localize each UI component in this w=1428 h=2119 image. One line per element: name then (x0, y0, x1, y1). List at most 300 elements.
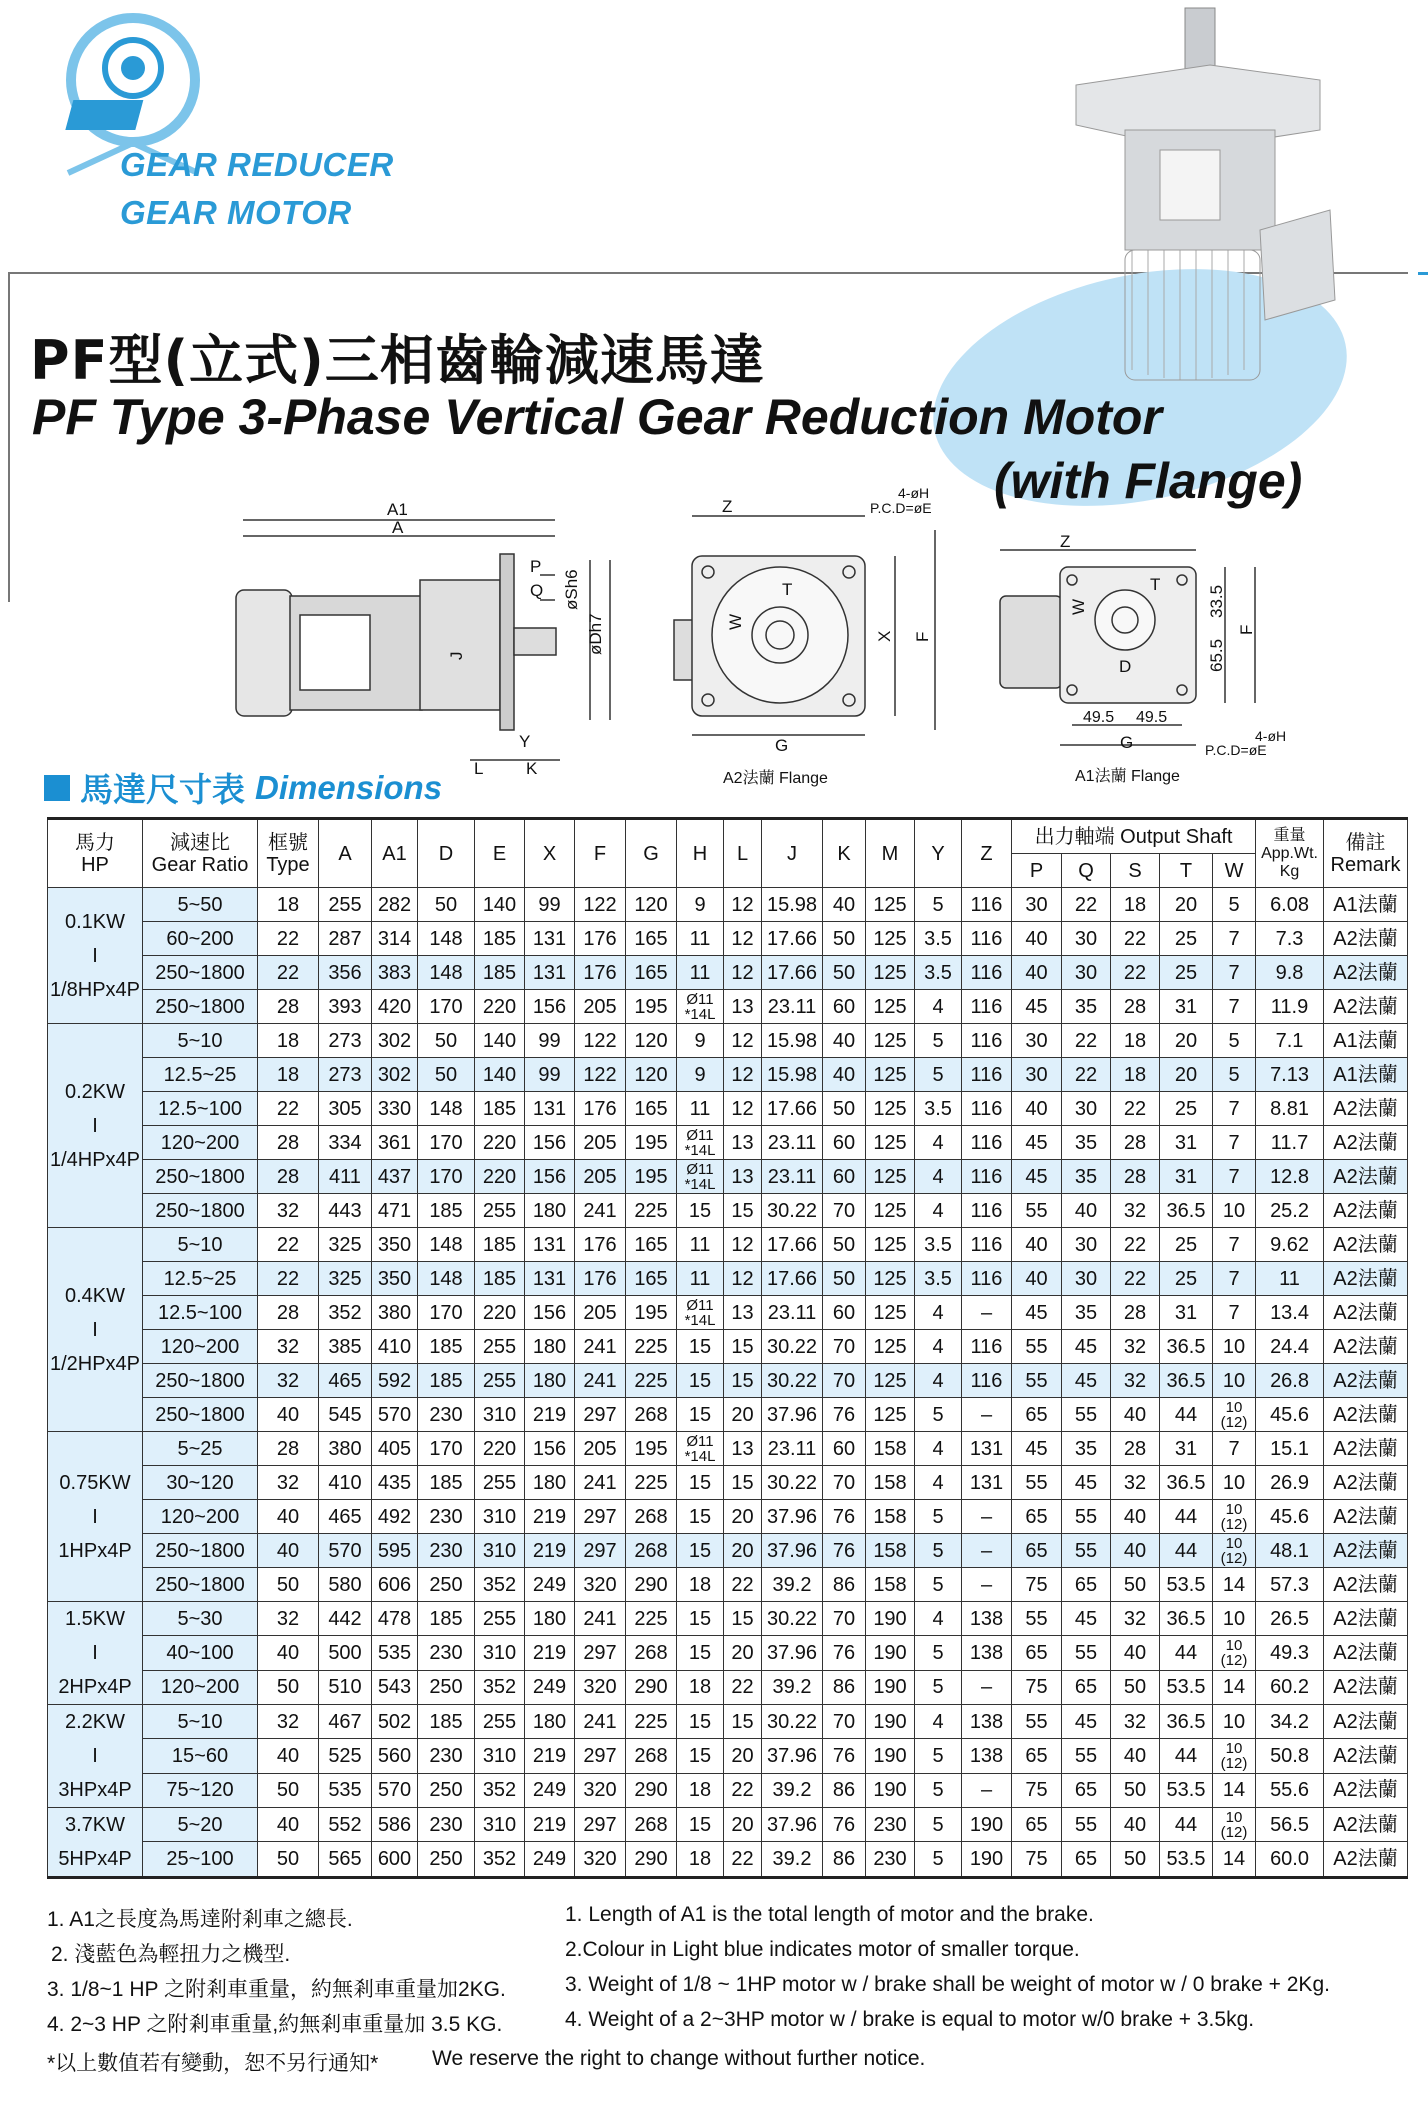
table-row (48, 1126, 1408, 1160)
table-cell: 76 (823, 1398, 866, 1432)
table-cell: 49.3 (1256, 1636, 1324, 1670)
table-cell: 330 (372, 1092, 418, 1126)
table-cell: 18 (677, 1773, 724, 1807)
table-cell: 57.3 (1256, 1568, 1324, 1602)
table-cell: 225 (626, 1364, 677, 1398)
table-cell: 15 (677, 1194, 724, 1228)
table-cell: 249 (525, 1842, 575, 1878)
table-cell: 20 (724, 1534, 762, 1568)
header-remark: 備註 Remark (1324, 819, 1408, 888)
table-cell: 15 (677, 1808, 724, 1842)
table-cell: 352 (475, 1773, 525, 1807)
table-cell: 7.3 (1256, 922, 1324, 956)
table-cell: 50 (823, 922, 866, 956)
table-cell: 15.98 (762, 1024, 823, 1058)
table-cell: 9.8 (1256, 956, 1324, 990)
table-cell: 32 (258, 1364, 319, 1398)
table-cell: 36.5 (1160, 1466, 1213, 1500)
table-cell: 156 (525, 1432, 575, 1466)
gear-ratio-cell: 250~1800 (143, 1534, 258, 1568)
table-cell: 8.81 (1256, 1092, 1324, 1126)
table-cell: 32 (258, 1330, 319, 1364)
hp-cell: 0.2KW I 1/4HPx4P (48, 1024, 143, 1228)
table-cell: 290 (626, 1773, 677, 1807)
table-cell: 320 (575, 1568, 626, 1602)
table-cell: 4 (915, 1296, 962, 1330)
table-cell: 180 (525, 1364, 575, 1398)
table-row (48, 1466, 1408, 1500)
label-j: J (447, 651, 466, 660)
table-cell: 570 (319, 1534, 372, 1568)
table-cell: 28 (258, 990, 319, 1024)
table-cell: A2法蘭 (1324, 1739, 1408, 1773)
table-cell: 5 (915, 1398, 962, 1432)
table-cell: 86 (823, 1568, 866, 1602)
table-cell: 12 (724, 922, 762, 956)
table-cell: 268 (626, 1534, 677, 1568)
table-cell: 190 (866, 1670, 915, 1704)
hp-cell: 0.1KW I 1/8HPx4P (48, 888, 143, 1024)
table-cell: 40 (258, 1739, 319, 1773)
table-cell: 255 (475, 1602, 525, 1636)
table-cell: 10 (12) (1213, 1534, 1256, 1568)
notes (47, 1903, 1427, 2103)
table-cell: 75 (1012, 1670, 1062, 1704)
table-cell: 55.6 (1256, 1773, 1324, 1807)
table-cell: 220 (475, 990, 525, 1024)
table-cell: 50 (823, 1262, 866, 1296)
table-cell: 12 (724, 888, 762, 922)
table-cell: 131 (525, 1092, 575, 1126)
label-sh6: øSh6 (562, 569, 581, 610)
table-cell: 60.2 (1256, 1670, 1324, 1704)
table-cell: – (962, 1568, 1012, 1602)
label-a1: A1 (387, 500, 408, 519)
table-cell: A2法蘭 (1324, 1534, 1408, 1568)
table-cell: 116 (962, 956, 1012, 990)
table-cell: 5 (915, 1842, 962, 1878)
table-cell: 15 (724, 1194, 762, 1228)
table-cell: 165 (626, 1092, 677, 1126)
table-cell: 15 (724, 1364, 762, 1398)
table-cell: 120 (626, 888, 677, 922)
table-cell: 116 (962, 1092, 1012, 1126)
table-cell: 7 (1213, 956, 1256, 990)
table-cell: 190 (866, 1739, 915, 1773)
table-cell: – (962, 1534, 1012, 1568)
header-dim-m: M (866, 819, 915, 888)
table-cell: 410 (319, 1466, 372, 1500)
table-cell: 190 (962, 1842, 1012, 1878)
label-g: G (1120, 733, 1134, 752)
table-cell: 65 (1012, 1534, 1062, 1568)
table-cell: 45 (1062, 1364, 1111, 1398)
table-cell: 225 (626, 1602, 677, 1636)
table-cell: 65 (1012, 1500, 1062, 1534)
table-cell: 12 (724, 1024, 762, 1058)
table-cell: 32 (1111, 1364, 1160, 1398)
table-cell: A2法蘭 (1324, 990, 1408, 1024)
table-cell: 22 (258, 1228, 319, 1262)
table-cell: 125 (866, 990, 915, 1024)
table-cell: 148 (418, 922, 475, 956)
table-cell: 156 (525, 990, 575, 1024)
header-hp: 馬力 HP (48, 819, 143, 888)
table-cell: 45 (1012, 1296, 1062, 1330)
table-cell: 76 (823, 1636, 866, 1670)
hp-cell: 0.75KW I 1HPx4P (48, 1432, 143, 1602)
table-cell: 15 (677, 1602, 724, 1636)
table-cell: 220 (475, 1296, 525, 1330)
table-cell: 122 (575, 1024, 626, 1058)
table-cell: 250 (418, 1568, 475, 1602)
gear-ratio-cell: 250~1800 (143, 1568, 258, 1602)
table-cell: 60 (823, 1432, 866, 1466)
table-cell: 40 (258, 1500, 319, 1534)
table-cell: 302 (372, 1058, 418, 1092)
table-cell: 10 (1213, 1330, 1256, 1364)
table-cell: 125 (866, 1092, 915, 1126)
table-cell: 50 (258, 1670, 319, 1704)
table-cell: 7 (1213, 990, 1256, 1024)
table-cell: A2法蘭 (1324, 1126, 1408, 1160)
table-cell: 55 (1012, 1330, 1062, 1364)
table-cell: 13.4 (1256, 1296, 1324, 1330)
table-cell: 15 (677, 1500, 724, 1534)
table-cell: 31 (1160, 1126, 1213, 1160)
table-cell: 35 (1062, 1296, 1111, 1330)
table-cell: 185 (418, 1194, 475, 1228)
table-cell: 30 (1062, 1228, 1111, 1262)
table-cell: 37.96 (762, 1398, 823, 1432)
hp-cell: 1.5KW I 2HPx4P (48, 1602, 143, 1705)
table-cell: 40 (1111, 1739, 1160, 1773)
table-cell: 116 (962, 990, 1012, 1024)
table-cell: 45 (1012, 1160, 1062, 1194)
gear-ratio-cell: 5~10 (143, 1024, 258, 1058)
table-cell: 185 (418, 1602, 475, 1636)
table-cell: 13 (724, 990, 762, 1024)
table-cell: 4 (915, 1194, 962, 1228)
table-cell: 165 (626, 956, 677, 990)
table-cell: 255 (475, 1705, 525, 1739)
table-cell: 18 (677, 1670, 724, 1704)
table-cell: A2法蘭 (1324, 1568, 1408, 1602)
table-cell: 65 (1062, 1842, 1111, 1878)
table-cell: 467 (319, 1705, 372, 1739)
table-cell: 122 (575, 888, 626, 922)
label-a: A (392, 518, 404, 537)
table-cell: 23.11 (762, 1126, 823, 1160)
table-cell: 30 (1062, 922, 1111, 956)
table-cell: 65 (1012, 1398, 1062, 1432)
table-cell: 165 (626, 922, 677, 956)
table-cell: 205 (575, 990, 626, 1024)
table-cell: 12.8 (1256, 1160, 1324, 1194)
table-cell: 116 (962, 1126, 1012, 1160)
table-cell: 125 (866, 888, 915, 922)
table-cell: 50.8 (1256, 1739, 1324, 1773)
table-cell: 40 (1012, 922, 1062, 956)
header-dim-k: K (823, 819, 866, 888)
table-cell: 7 (1213, 1092, 1256, 1126)
table-cell: 287 (319, 922, 372, 956)
table-cell: 13 (724, 1432, 762, 1466)
label-pcd: P.C.D=øE (1205, 742, 1267, 758)
gear-ratio-cell: 75~120 (143, 1773, 258, 1807)
table-cell: 12 (724, 1058, 762, 1092)
table-cell: 24.4 (1256, 1330, 1324, 1364)
table-cell: 205 (575, 1160, 626, 1194)
table-cell: 75 (1012, 1773, 1062, 1807)
table-cell: 9.62 (1256, 1228, 1324, 1262)
table-cell: 305 (319, 1092, 372, 1126)
table-cell: 220 (475, 1432, 525, 1466)
table-row (48, 1670, 1408, 1704)
table-cell: A2法蘭 (1324, 1808, 1408, 1842)
table-cell: – (962, 1670, 1012, 1704)
table-cell: 4 (915, 1160, 962, 1194)
table-cell: 120 (626, 1058, 677, 1092)
table-cell: 17.66 (762, 1228, 823, 1262)
table-cell: – (962, 1296, 1012, 1330)
table-cell: 37.96 (762, 1534, 823, 1568)
table-cell: 32 (1111, 1466, 1160, 1500)
table-cell: 18 (258, 888, 319, 922)
table-cell: 5 (915, 1739, 962, 1773)
gear-ratio-cell: 5~10 (143, 1228, 258, 1262)
table-cell: 125 (866, 1364, 915, 1398)
table-cell: 297 (575, 1636, 626, 1670)
table-cell: 4 (915, 1705, 962, 1739)
table-row (48, 1024, 1408, 1058)
table-cell: 55 (1062, 1534, 1111, 1568)
table-cell: 290 (626, 1670, 677, 1704)
dimension-drawings (0, 0, 1428, 800)
table-cell: 15 (677, 1466, 724, 1500)
table-cell: 26.5 (1256, 1602, 1324, 1636)
table-row (48, 1432, 1408, 1466)
label-holes: 4-øH (1255, 728, 1287, 744)
table-cell: 23.11 (762, 1160, 823, 1194)
table-cell: 140 (475, 888, 525, 922)
table-cell: 4 (915, 1364, 962, 1398)
table-cell: 185 (475, 1262, 525, 1296)
table-cell: 28 (258, 1126, 319, 1160)
table-cell: Ø11 *14L (677, 1126, 724, 1160)
table-cell: 45 (1062, 1466, 1111, 1500)
table-cell: 50 (418, 888, 475, 922)
label-49-5-right: 49.5 (1136, 709, 1168, 726)
table-cell: 255 (319, 888, 372, 922)
dimensions-table (47, 817, 1408, 1879)
table-cell: 55 (1012, 1602, 1062, 1636)
table-cell: 37.96 (762, 1500, 823, 1534)
table-cell: 7 (1213, 1160, 1256, 1194)
table-cell: 18 (258, 1024, 319, 1058)
label-y: Y (519, 732, 531, 751)
header-ratio: 減速比 Gear Ratio (143, 819, 258, 888)
table-cell: 39.2 (762, 1568, 823, 1602)
table-cell: 39.2 (762, 1670, 823, 1704)
header-shaft-q: Q (1062, 854, 1111, 888)
table-cell: 148 (418, 1262, 475, 1296)
table-cell: 40 (1111, 1500, 1160, 1534)
table-cell: 18 (258, 1058, 319, 1092)
table-cell: 76 (823, 1808, 866, 1842)
table-cell: 15 (724, 1705, 762, 1739)
header-dim-x: X (525, 819, 575, 888)
table-cell: 22 (724, 1773, 762, 1807)
table-cell: 22 (1062, 1058, 1111, 1092)
table-cell: 250 (418, 1842, 475, 1878)
table-cell: 297 (575, 1500, 626, 1534)
table-cell: 125 (866, 1160, 915, 1194)
table-cell: 36.5 (1160, 1194, 1213, 1228)
table-cell: 60.0 (1256, 1842, 1324, 1878)
table-cell: 50 (1111, 1773, 1160, 1807)
table-cell: 190 (866, 1773, 915, 1807)
table-cell: 10 (1213, 1602, 1256, 1636)
table-row (48, 1398, 1408, 1432)
table-cell: 600 (372, 1842, 418, 1878)
table-cell: 241 (575, 1602, 626, 1636)
table-cell: 55 (1062, 1398, 1111, 1432)
table-cell: 586 (372, 1808, 418, 1842)
table-cell: 30.22 (762, 1466, 823, 1500)
table-cell: 30 (1062, 956, 1111, 990)
table-cell: 18 (1111, 888, 1160, 922)
table-cell: 580 (319, 1568, 372, 1602)
table-cell: 525 (319, 1739, 372, 1773)
table-row (48, 1160, 1408, 1194)
table-cell: 32 (258, 1602, 319, 1636)
table-cell: 7 (1213, 1228, 1256, 1262)
table-cell: 492 (372, 1500, 418, 1534)
header-row-1 (48, 819, 1408, 854)
table-cell: 310 (475, 1636, 525, 1670)
table-cell: 170 (418, 990, 475, 1024)
table-cell: 148 (418, 1092, 475, 1126)
table-cell: 15 (677, 1398, 724, 1432)
table-cell: 140 (475, 1058, 525, 1092)
table-cell: 32 (258, 1194, 319, 1228)
table-cell: 205 (575, 1126, 626, 1160)
gear-ratio-cell: 120~200 (143, 1126, 258, 1160)
table-cell: 116 (962, 1160, 1012, 1194)
table-cell: 36.5 (1160, 1364, 1213, 1398)
table-cell: 5 (1213, 1024, 1256, 1058)
table-cell: A2法蘭 (1324, 1602, 1408, 1636)
gear-ratio-cell: 250~1800 (143, 1194, 258, 1228)
side-view-drawing (236, 520, 610, 760)
table-cell: 15 (677, 1364, 724, 1398)
table-cell: 325 (319, 1262, 372, 1296)
table-cell: 40 (823, 1058, 866, 1092)
table-cell: A2法蘭 (1324, 1330, 1408, 1364)
table-cell: 11 (677, 1092, 724, 1126)
table-cell: 31 (1160, 990, 1213, 1024)
table-cell: 55 (1012, 1466, 1062, 1500)
table-cell: 35 (1062, 1126, 1111, 1160)
table-row (48, 1330, 1408, 1364)
table-cell: 230 (418, 1739, 475, 1773)
table-cell: 502 (372, 1705, 418, 1739)
table-cell: 11 (677, 922, 724, 956)
table-row (48, 1705, 1408, 1739)
table-cell: 20 (1160, 888, 1213, 922)
table-cell: 36.5 (1160, 1602, 1213, 1636)
table-cell: Ø11 *14L (677, 1296, 724, 1330)
table-cell: 40 (1111, 1534, 1160, 1568)
table-cell: 70 (823, 1466, 866, 1500)
table-cell: 125 (866, 1228, 915, 1262)
note-zh-1: 1. A1之長度為馬達附剎車之總長. (47, 1908, 353, 1931)
table-cell: 185 (418, 1466, 475, 1500)
table-cell: 65 (1062, 1773, 1111, 1807)
table-cell: – (962, 1500, 1012, 1534)
table-cell: 241 (575, 1705, 626, 1739)
table-cell: 165 (626, 1228, 677, 1262)
table-cell: 116 (962, 1024, 1012, 1058)
label-z: Z (1060, 532, 1071, 551)
label-w: W (1069, 598, 1088, 615)
table-row (48, 956, 1408, 990)
table-cell: 53.5 (1160, 1773, 1213, 1807)
table-cell: 75 (1012, 1842, 1062, 1878)
table-cell: 310 (475, 1500, 525, 1534)
header-dim-f: F (575, 819, 626, 888)
table-cell: 10 (1213, 1194, 1256, 1228)
table-row (48, 1534, 1408, 1568)
table-cell: A2法蘭 (1324, 1705, 1408, 1739)
table-cell: 30 (1062, 1092, 1111, 1126)
table-cell: 180 (525, 1194, 575, 1228)
table-cell: 26.8 (1256, 1364, 1324, 1398)
table-cell: 17.66 (762, 1092, 823, 1126)
table-cell: 595 (372, 1534, 418, 1568)
table-cell: 195 (626, 1126, 677, 1160)
table-cell: 30 (1012, 1058, 1062, 1092)
label-x: X (875, 630, 894, 642)
table-cell: 44 (1160, 1534, 1213, 1568)
table-cell: 7 (1213, 922, 1256, 956)
note-en-4: 4. Weight of a 2~3HP motor w / brake is equal to motor w/0 brake + 3.5kg. (565, 2008, 1255, 2031)
header-shaft-t: T (1160, 854, 1213, 888)
table-cell: 37.96 (762, 1808, 823, 1842)
table-cell: 28 (258, 1296, 319, 1330)
table-cell: 22 (1111, 1228, 1160, 1262)
header-dim-e: E (475, 819, 525, 888)
table-cell: A1法蘭 (1324, 1024, 1408, 1058)
table-cell: 36.5 (1160, 1705, 1213, 1739)
table-row (48, 1636, 1408, 1670)
header-dim-l: L (724, 819, 762, 888)
table-cell: 255 (475, 1194, 525, 1228)
table-cell: 65 (1012, 1808, 1062, 1842)
table-cell: 10 (12) (1213, 1398, 1256, 1432)
table-cell: 44 (1160, 1398, 1213, 1432)
note-en-2: 2.Colour in Light blue indicates motor of smaller torque. (565, 1938, 1080, 1961)
table-header (48, 819, 1408, 888)
table-row (48, 1500, 1408, 1534)
table-cell: 125 (866, 1262, 915, 1296)
header-dim-j: J (762, 819, 823, 888)
note-zh-3: 3. 1/8~1 HP 之附剎車重量，約無剎車重量加2KG. (47, 1978, 506, 2001)
gear-ratio-cell: 12.5~100 (143, 1092, 258, 1126)
note-en-3: 3. Weight of 1/8 ~ 1HP motor w / brake shall be weight of motor w / 0 brake + 2Kg. (565, 1973, 1330, 1996)
table-row (48, 1058, 1408, 1092)
